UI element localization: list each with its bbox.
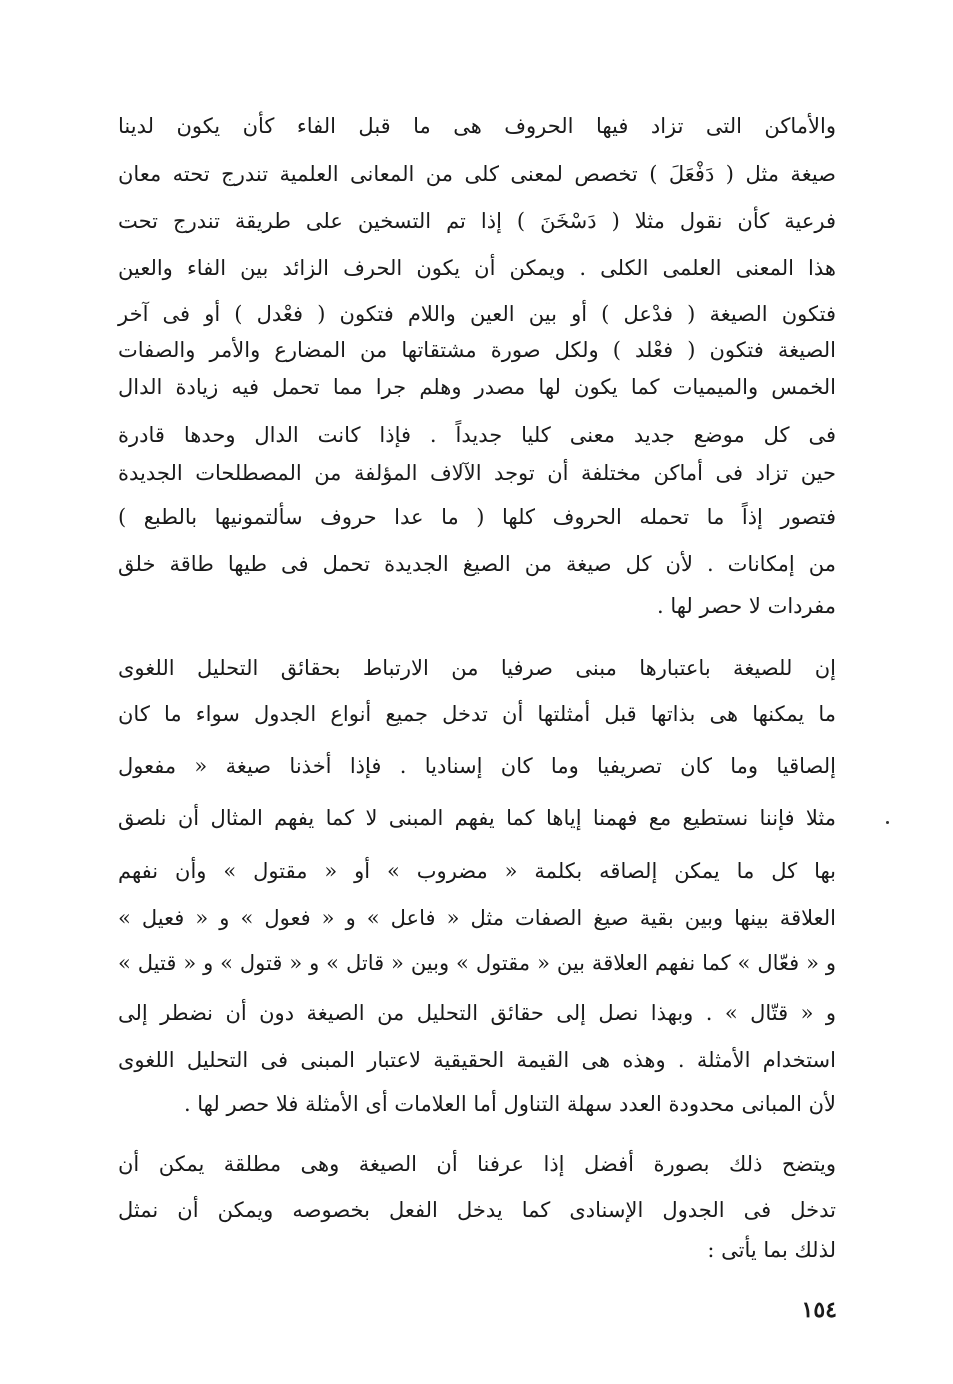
text-line: مفردات لا حصر لها . xyxy=(656,594,836,618)
text-line: والأماكن التى تزاد فيها الحروف هى ما قبل الفاء كأن يكون لدينا xyxy=(118,114,836,138)
text-line: فرعية كأن نقول مثلا ( دَسْخَنَ ) إذا تم التسخين على طريقة تندرج تحت xyxy=(118,209,836,233)
text-line: العلاقة بينها وبين بقية صيغ الصفات مثل « فاعل » و « فعول » و « فعيل » xyxy=(118,906,836,930)
text-line: فى كل موضع جديد معنى كليا جديداً . فإذا كانت الدال وحدها قادرة xyxy=(118,423,836,447)
text-line: و « فعّال » كما نفهم العلاقة بين « مقتول » وبين « قاتل » و « قتول » و « قتيل » xyxy=(118,951,836,975)
scan-speck xyxy=(886,821,889,824)
text-line: الخمس والميميات كما يكون لها مصدر وهلم جرا مما تحمل فيه زيادة الدال xyxy=(118,375,836,399)
text-line: ويتضح ذلك بصورة أفضل إذا عرفنا أن الصيغة وهى مطلقة يمكن أن xyxy=(118,1152,836,1176)
text-line: تدخل فى الجدول الإسنادى كما يدخل الفعل بخصوصه ويمكن أن نمثل xyxy=(118,1198,836,1222)
text-line: بها كل ما يمكن إلصاقه بكلمة « مضروب » أو « مقتول » وأن نفهم xyxy=(118,859,836,883)
text-line: حين تزاد فى أماكن مختلفة أن توجد الآلاف المؤلفة من المصطلحات الجديدة xyxy=(118,461,836,485)
text-line: صيغة مثل ( دَفْعَلَ ) تخصص لمعنى كلى من المعانى العلمية تندرج تحته معان xyxy=(118,162,836,186)
text-line: و « قتّال » . وبهذا نصل إلى حقائق التحليل من الصيغة دون أن نضطر إلى xyxy=(118,1001,836,1025)
text-line: فتكون الصيغة ( فدْعل ) أو بين العين واللام فتكون ( فعْدل ) أو فى آخر xyxy=(118,302,836,326)
text-line: استخدام الأمثلة . وهذه هى القيمة الحقيقية لاعتبار المبنى فى التحليل اللغوى xyxy=(118,1048,836,1072)
text-line: الصيغة فتكون ( فعْلد ) ولكل صورة مشتقاتها من المضارع والأمر والصفات xyxy=(118,338,836,362)
text-line: من إمكانات . لأن كل صيغة من الصيغ الجديدة تحمل فى طيها طاقة خلق xyxy=(118,552,836,576)
text-line: مثلا فإننا نستطيع مع فهمنا إياها كما يفهم المبنى لا كما يفهم المثال أن نلصق xyxy=(118,806,836,830)
text-line: ما يمكنها هى بذاتها قبل أمثلتها أن تدخل جميع أنواع الجدول سواء ما كان xyxy=(118,702,836,726)
text-line: فتصور إذاً ما تحمله الحروف كلها ( ما عدا حروف سألتمونيها بالطبع ) xyxy=(118,505,836,529)
text-line: إن للصيغة باعتبارها مبنى صرفيا من الارتباط بحقائق التحليل اللغوى xyxy=(118,656,836,680)
text-line: لأن المبانى محدودة العدد سهلة التناول أما العلامات أى الأمثلة فلا حصر لها . xyxy=(183,1092,836,1116)
text-line: هذا المعنى العلمى الكلى . ويمكن أن يكون الحرف الزائد بين الفاء والعين xyxy=(118,256,836,280)
text-line: لذلك بما يأتى : xyxy=(707,1238,836,1262)
page-number: ١٥٤ xyxy=(801,1297,837,1323)
text-line: إلصاقيا وما كان تصريفيا وما كان إسناديا . فإذا أخذنا صيغة « مفعول xyxy=(118,754,836,778)
